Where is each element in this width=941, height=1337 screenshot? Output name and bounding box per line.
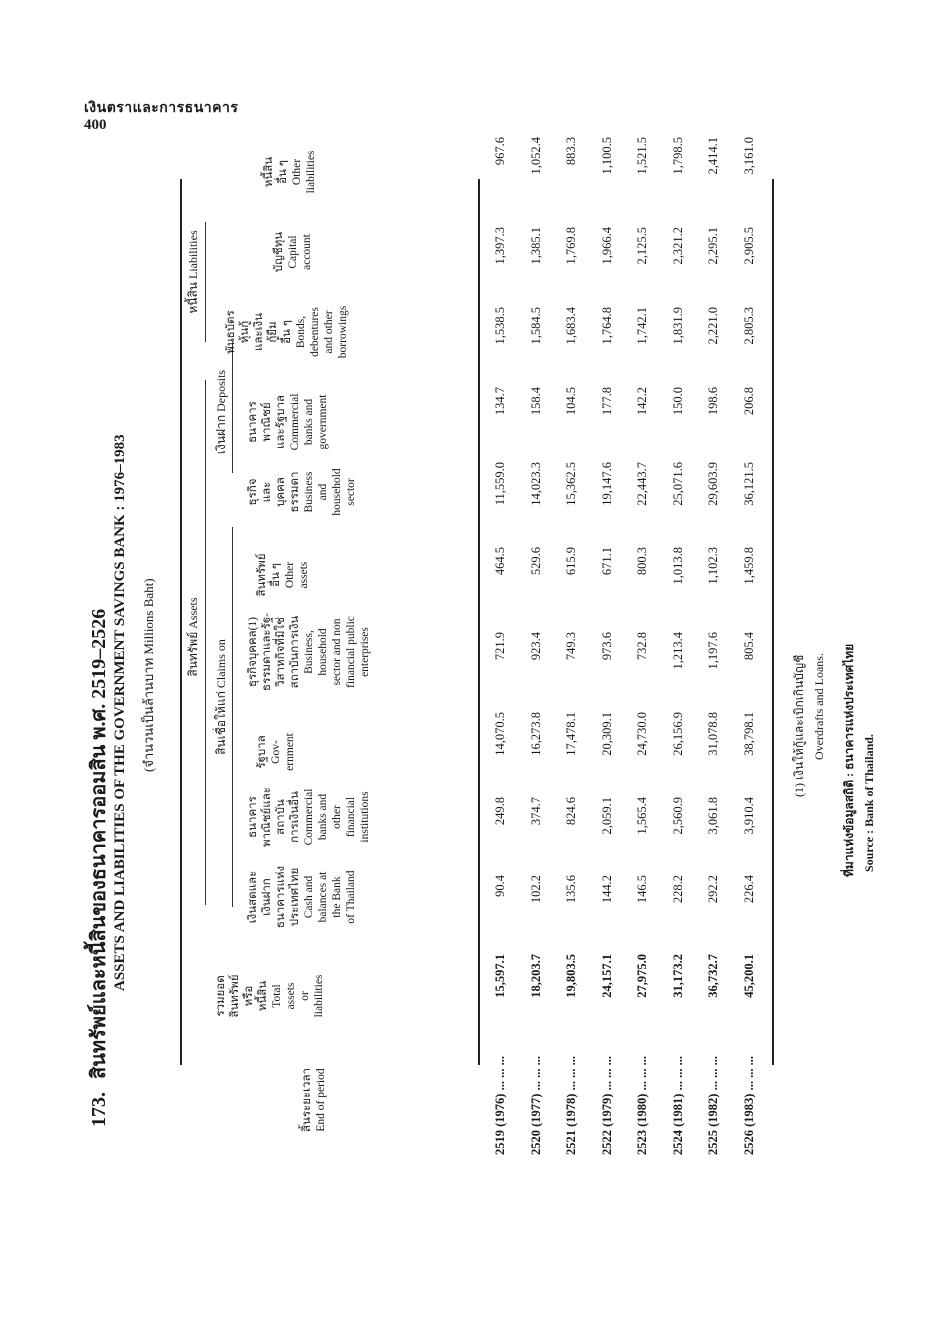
row-period-label: 2523 (1980) ... ... ... (635, 1056, 649, 1155)
header-line: อื่น ๆ (277, 160, 289, 184)
table-cell-cash: 102.2 (528, 875, 543, 904)
header-line: banks and (317, 793, 329, 841)
table-cell-business: 805.4 (741, 632, 756, 661)
table-cell-banks: 249.8 (493, 797, 507, 826)
table-cell-bonds: 1,831.9 (670, 307, 685, 345)
table-cell-dep-business: 22,443.7 (635, 462, 649, 506)
header-line: enterprises (359, 627, 371, 677)
header-line: และเงิน (253, 312, 265, 352)
table-cell-capital: 1,769.8 (564, 227, 578, 265)
header-line: ธรรมดาและรัฐ- (261, 613, 273, 691)
table-cell-gov: 31,078.8 (706, 712, 720, 756)
header-line: ธุรกิจ (247, 478, 259, 506)
table-cell-dep-business: 11,559.0 (493, 462, 507, 506)
footnote-1-english: Overdrafts and Loans. (812, 653, 826, 760)
table-cell-banks: 824.6 (564, 797, 578, 826)
header-line: household (331, 468, 343, 516)
table-cell-capital: 2,125.5 (635, 227, 649, 265)
header-line: financial public (345, 616, 357, 688)
table-cell-bonds: 1,742.1 (635, 307, 649, 345)
header-line: financial (345, 796, 357, 838)
section-title: เงินตราและการธนาคาร (84, 101, 239, 116)
header-line: sector and non (331, 618, 343, 686)
table-cell-bonds: 1,683.4 (564, 307, 578, 345)
table-cell-other-assets: 671.1 (599, 547, 614, 576)
table-cell-banks: 1,565.4 (635, 797, 649, 835)
header-line: เงินฝาก (261, 878, 273, 916)
deposits-group-header: เงินฝาก Deposits (214, 369, 228, 455)
table-cell-business: 1,213.4 (670, 632, 685, 670)
liabilities-group-header: หนี้สิน Liabilities (186, 230, 200, 314)
header-line: รวมยอด (215, 975, 227, 1017)
header-line: liabilities (305, 150, 317, 194)
table-cell-banks: 2,059.1 (599, 797, 614, 835)
header-line: สถาบันการเงิน (289, 615, 301, 689)
table-cell-total: 45,200.1 (741, 954, 756, 998)
row-period-label: 2525 (1982) ... ... ... (706, 1056, 720, 1155)
table-cell-cash: 292.2 (706, 875, 720, 904)
header-line: ธนาคารแห่ง (275, 865, 287, 929)
header-line: Business, (303, 630, 315, 674)
source-thai: ที่มาแห่งข้อมูลสถิติ : ธนาคารแห่งประเทศไทย (842, 643, 856, 877)
table-cell-total: 27,975.0 (635, 954, 649, 998)
table-cell-total: 15,597.1 (493, 954, 507, 998)
header-line: account (301, 234, 313, 270)
table-cell-capital: 2,905.5 (741, 227, 756, 265)
table-title-thai-text: สินทรัพย์และหนี้สินของธนาคารออมสิน พ.ศ. 2519–2526 (88, 608, 110, 1079)
footnote-1-thai: (1) เงินให้กู้และเบิกเกินบัญชี (792, 654, 806, 797)
claims-group-header: สินเชื่อให้แก่ Claims on (214, 639, 228, 755)
header-line: End of period (315, 1068, 327, 1132)
source-english: Source : Bank of Thailand. (862, 734, 876, 872)
table-cell-dep-business: 19,147.6 (599, 462, 614, 506)
header-line: ประเทศไทย (289, 867, 301, 927)
table-cell-business: 732.8 (635, 632, 649, 661)
table-cell-dep-business: 29,603.9 (706, 462, 720, 506)
header-line: อื่น ๆ (270, 563, 282, 587)
table-cell-other-assets: 1,013.8 (670, 547, 685, 585)
row-period-label: 2520 (1977) ... ... ... (528, 1056, 543, 1155)
table-cell-gov: 16,273.8 (528, 712, 543, 756)
table-cell-gov: 26,156.9 (670, 712, 685, 756)
table-cell-dep-banks: 150.0 (670, 387, 685, 416)
header-line: other (331, 805, 343, 829)
table-cell-total: 24,157.1 (599, 954, 614, 998)
header-line: and other (323, 310, 335, 354)
table-cell-dep-business: 14,023.3 (528, 462, 543, 506)
header-line: Cash and (303, 875, 315, 919)
table-cell-total: 31,173.2 (670, 954, 685, 998)
table-cell-banks: 3,910.4 (741, 797, 756, 835)
table-cell-capital: 1,966.4 (599, 227, 614, 265)
header-line: และรัฐบาล (275, 395, 287, 449)
table-cell-business: 973.6 (599, 632, 614, 661)
header-line: institutions (359, 791, 371, 843)
row-period-label: 2526 (1983) ... ... ... (741, 1056, 756, 1155)
header-line: อื่น ๆ (281, 320, 293, 344)
header-line: or (299, 991, 311, 1001)
table-cell-other-assets: 529.6 (528, 547, 543, 576)
table-cell-cash: 90.4 (493, 875, 507, 897)
table-cell-other-assets: 1,102.3 (706, 547, 720, 585)
header-line: Total (271, 984, 283, 1008)
header-line: Other (284, 561, 296, 589)
header-line: บัญชีทุน (273, 231, 285, 273)
header-line: ธนาคาร (247, 796, 259, 838)
table-cell-gov: 14,070.5 (493, 712, 507, 756)
table-cell-total: 36,732.7 (706, 954, 720, 998)
table-cell-other-liab: 1,052.4 (528, 137, 543, 175)
table-cell-other-liab: 1,521.5 (635, 137, 649, 175)
table-cell-gov: 17,478.1 (564, 712, 578, 756)
table-cell-other-liab: 1,798.5 (670, 137, 685, 175)
header-line: ธนาคาร (247, 401, 259, 443)
header-line: debentures (309, 307, 321, 357)
table-cell-other-liab: 883.3 (564, 137, 578, 166)
table-cell-other-assets: 615.9 (564, 547, 578, 576)
header-line: assets (298, 561, 310, 589)
table-cell-dep-banks: 142.2 (635, 387, 649, 416)
header-line: Business (303, 471, 315, 513)
header-line: ธุรกิจบุคคล(1) (247, 616, 259, 688)
table-cell-cash: 144.2 (599, 875, 614, 904)
page-number: 400 (84, 117, 107, 133)
header-line: หรือ (243, 985, 255, 1007)
header-line: of Thailand (345, 870, 357, 924)
header-line: การเงินอื่น (289, 791, 301, 843)
header-line: พันธบัตร (225, 310, 237, 354)
header-line: เงินสดและ (247, 870, 259, 924)
table-cell-gov: 24,730.0 (635, 712, 649, 756)
table-cell-bonds: 1,584.5 (528, 307, 543, 345)
table-cell-capital: 1,397.3 (493, 227, 507, 265)
header-line: Commercial (289, 393, 301, 451)
table-cell-cash: 226.4 (741, 875, 756, 904)
table-cell-dep-banks: 198.6 (706, 387, 720, 416)
table-cell-other-assets: 800.3 (635, 547, 649, 576)
table-cell-other-assets: 1,459.8 (741, 547, 756, 585)
header-line: banks and (303, 398, 315, 446)
header-line: Capital (287, 235, 299, 269)
table-cell-capital: 2,295.1 (706, 227, 720, 265)
table-cell-total: 18,203.7 (528, 954, 543, 998)
row-period-label: 2519 (1976) ... ... ... (493, 1056, 507, 1155)
table-number: 173. (88, 1092, 110, 1127)
header-line: สินทรัพย์ (229, 974, 241, 1018)
table-cell-dep-banks: 134.7 (493, 387, 507, 416)
row-period-label: 2524 (1981) ... ... ... (670, 1056, 685, 1155)
table-cell-other-liab: 3,161.0 (741, 137, 756, 175)
assets-group-header: สินทรัพย์ Assets (186, 597, 200, 677)
header-line: balances at (317, 871, 329, 923)
header-line: government (317, 394, 329, 450)
table-cell-other-assets: 464.5 (493, 547, 507, 576)
table-cell-cash: 135.6 (564, 875, 578, 904)
header-line: Gov- (270, 740, 282, 764)
table-cell-banks: 2,560.9 (670, 797, 685, 835)
table-cell-dep-business: 25,071.6 (670, 462, 685, 506)
header-line: วิสาหกิจที่มิใช่ (275, 617, 287, 687)
row-period-label: 2522 (1979) ... ... ... (599, 1056, 614, 1155)
header-line: Commercial (303, 788, 315, 846)
header-line: household (317, 628, 329, 676)
table-cell-dep-banks: 158.4 (528, 387, 543, 416)
table-cell-business: 1,197.6 (706, 632, 720, 670)
header-line: สิ้นระยะเวลา (301, 1067, 313, 1133)
header-line: หนี้สิน (263, 156, 275, 188)
header-line: พาณิชย์ (261, 402, 273, 442)
table-cell-bonds: 1,764.8 (599, 307, 614, 345)
table-cell-business: 721.9 (493, 632, 507, 661)
table-cell-gov: 20,309.1 (599, 712, 614, 756)
table-cell-other-liab: 967.6 (493, 137, 507, 166)
table-cell-gov: 38,798.1 (741, 712, 756, 756)
table-cell-business: 749.3 (564, 632, 578, 661)
table-cell-capital: 1,385.1 (528, 227, 543, 265)
header-line: borrowings (337, 305, 349, 359)
table-cell-banks: 374.7 (528, 797, 543, 826)
table-cell-other-liab: 1,100.5 (599, 137, 614, 175)
header-line: liabilities (313, 974, 325, 1018)
table-cell-total: 19,803.5 (564, 954, 578, 998)
table-cell-dep-banks: 177.8 (599, 387, 614, 416)
header-line: หนี้สิน (257, 980, 269, 1012)
table-title-english: ASSETS AND LIABILITIES OF THE GOVERNMENT SAVINGS BANK : 1976–1983 (112, 434, 128, 991)
header-line: assets (285, 982, 297, 1010)
table-cell-bonds: 2,221.0 (706, 307, 720, 345)
header-line: รัฐบาล (256, 735, 268, 769)
header-line: พาณิชย์และ (261, 787, 273, 847)
header-line: กู้ยืม (267, 321, 279, 343)
table-cell-cash: 228.2 (670, 875, 685, 904)
header-line: the Bank (331, 876, 343, 918)
table-cell-dep-banks: 104.5 (564, 387, 578, 416)
table-cell-business: 923.4 (528, 632, 543, 661)
header-line: หุ้นกู้ (239, 320, 251, 344)
table-cell-cash: 146.5 (635, 875, 649, 904)
header-line: Other (291, 158, 303, 186)
table-cell-bonds: 1,538.5 (493, 307, 507, 345)
table-cell-bonds: 2,805.3 (741, 307, 756, 345)
header-line: sector (345, 478, 357, 506)
header-line: และ (261, 481, 273, 503)
table-unit-note: (จำนวนเป็นล้านบาท Millions Baht) (141, 578, 156, 772)
row-period-label: 2521 (1978) ... ... ... (564, 1056, 578, 1155)
table-cell-dep-business: 15,362.5 (564, 462, 578, 506)
header-line: สินทรัพย์ (256, 553, 268, 597)
table-cell-capital: 2,321.2 (670, 227, 685, 265)
table-cell-dep-business: 36,121.5 (741, 462, 756, 506)
table-cell-dep-banks: 206.8 (741, 387, 756, 416)
header-line: สถาบัน (275, 799, 287, 835)
header-line: ธรรมดา (289, 471, 301, 513)
table-cell-other-liab: 2,414.1 (706, 137, 720, 175)
header-line: and (317, 483, 329, 501)
table-cell-banks: 3,061.8 (706, 797, 720, 835)
header-line: Bonds, (295, 315, 307, 349)
header-line: บุคคล (275, 477, 287, 507)
header-line: ernment (284, 733, 296, 771)
